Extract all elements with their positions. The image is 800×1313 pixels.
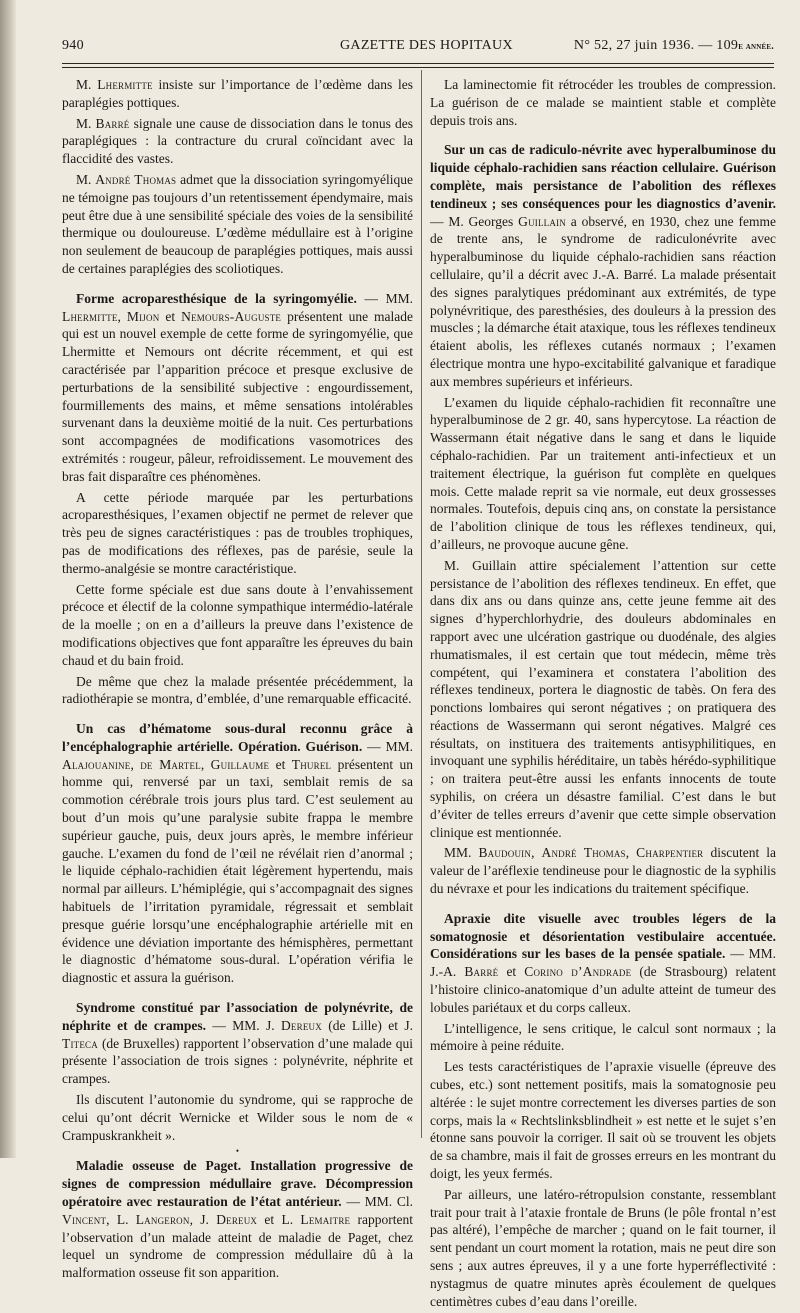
body-text: rapportent l’observation d’un malade atteint de maladie de Paget, chez lequel un syndrome de compression médullaire dû à la malformation osseuse fit son apparition.: [62, 1211, 413, 1281]
paragraph: [62, 1091, 413, 1144]
body-text: — MM. Cl.: [341, 1194, 413, 1210]
body-text: Par ailleurs, une latéro-rétropulsion constante, ressemblant trait pour trait à l’ataxie frontale de Bruns (le pôle frontal n’est pas altéré), l’empêche de marcher ; quand on le fait tourner, il sent pendant un court moment la rotation, mais ne peut dire son sens ; aux autres épreuves, il y a une forte hyperréflectivité : nystagmus de quatre minutes après écoulement de quelques centimètres cubes d’eau dans l’oreille.: [430, 1186, 776, 1309]
paragraph: [430, 394, 776, 554]
section-paragraph: [430, 910, 776, 1017]
body-text: présentent un homme qui, renversé par un taxi, semblait remis de sa commotion cérébrale trois jours plus tard. C’est seulement au bout d’un mois qu’une paralysie subite frappa le membre supérieur gauche, puis, deux jours après, le membre inférieur gauche. L’examen du fond de l’œil ne révélait rien d’anormal ; le liquide céphalo-rachidien était légèrement hypertendu, mais normal par ailleurs. L’hémiplégie, qui s’accompagnait des signes habituels de l’irritation pyramidale, régressait et semblait presque guérie lorsqu’une encéphalographie artérielle mit en évidence une déviation importante des hémisphères, permettant le diagnostic d’hématome sous-dural. L’opération vérifia le diagnostic et assura la guérison.: [62, 756, 413, 986]
body-text: et: [269, 756, 292, 772]
body-text: et: [159, 308, 182, 324]
section-bullet: •: [235, 1146, 240, 1157]
author-name: Barré: [464, 964, 499, 980]
body-text: (de Lille) et J.: [321, 1017, 413, 1033]
body-text: M.: [76, 115, 96, 131]
body-text: L’examen du liquide céphalo-rachidien fit reconnaître une hyperalbuminose de 2 gr. 40, sans hypercytose. La réaction de Wassermann était négative dans le sang et dans le liquide céphalo-rachidien. Par un traitement anti-infectieux et un traitement électrique, la guérison fut complète en quelques mois. Cette malade reprit sa vie normale, eut deux grossesses normales. Toutefois, depuis cinq ans, on constate la persistance de l’abolition clinique de tous les réflexes tendineux, qui, d’ailleurs, ne provoque aucune gêne.: [430, 394, 776, 552]
body-text: signale une cause de dissociation dans le tonus des paraplégiques : la contracture du crural coïncidant avec la flaccidité des vastes.: [62, 115, 414, 167]
body-text: De même que chez la malade présentée précédemment, la radiothérapie se montra, d’emblée, d’une remarquable efficacité.: [62, 673, 413, 707]
body-text: , L.: [106, 1211, 136, 1227]
paragraph: [430, 557, 776, 842]
running-header: [62, 38, 774, 58]
body-text: ,: [130, 756, 141, 772]
section-title: Forme acroparesthésique de la syringomyélie.: [76, 290, 357, 306]
body-text: A cette période marquée par les perturbations acroparesthésiques, l’examen objectif ne permet de relever que très peu de signes caractéristiques : pas de troubles trophiques, pas de modifications des réflexes, pas de parésie, seule la thermo-analgésie se montre caractéristique.: [62, 489, 413, 576]
body-text: Les tests caractéristiques de l’apraxie visuelle (épreuve des cubes, etc.) sont nettement positifs, mais la somatognosie peu altérée : le sujet montre correctement les diverses parties de son corps, mais la « Rechtslinksblindheit » est nette et le sujet s’en étonne sans pouvoir la corriger. Il sait où se trouvent les objets de sa chambre, mais il fait de grosses erreurs en les montrant du doigt, les yeux fermés.: [430, 1059, 776, 1182]
author-name: Baudouin: [478, 845, 532, 861]
section-title: Un cas d’hématome sous-dural reconnu grâce à l’encéphalographie artérielle. Opération. Guérison.: [62, 721, 413, 754]
author-name: André Thomas: [541, 845, 626, 861]
body-text: ,: [531, 845, 542, 861]
section-paragraph: [62, 290, 413, 486]
body-text: insiste sur l’importance de l’œdème dans les paraplégies pottiques.: [62, 77, 413, 110]
section-title: Sur un cas de radiculo-névrite avec hyperalbuminose du liquide céphalo-rachidien sans réaction cellulaire. Guérison complète, mais persistance de l’abolition des réflexes tendineux ; ses conséquences pour les diagnostics d’avenir.: [430, 142, 776, 211]
author-name: Titeca: [62, 1035, 98, 1051]
author-name: André Thomas: [95, 171, 177, 187]
author-name: Alajouanine: [62, 756, 131, 772]
journal-title: GAZETTE DES HOPITAUX: [340, 38, 513, 53]
body-text: M.: [76, 171, 96, 187]
author-name: Barré: [95, 115, 130, 131]
left-column: [62, 76, 413, 1285]
author-name: Lhermitte: [62, 308, 118, 324]
body-text: (de Bruxelles) rapportent l’observation d’une malade qui présente l’association de trois signes : polynévrite, néphrite et crampes.: [62, 1035, 413, 1087]
body-text: — MM. J.: [205, 1017, 281, 1033]
author-name: Lhermitte: [97, 77, 153, 92]
body-text: discutent la valeur de l’aréflexie tendineuse pour le diagnostic de la syphilis du névraxe et pour les indications du traitement spécifique.: [430, 845, 776, 897]
author-name: Guillain: [518, 213, 566, 229]
column-divider: [421, 70, 422, 1138]
paragraph: [430, 1020, 776, 1056]
body-text: , J.: [189, 1211, 217, 1227]
author-name: Thurel: [291, 756, 332, 772]
body-text: — MM. J.-A.: [430, 946, 776, 980]
paragraph: [62, 76, 413, 112]
header-rule-top: [62, 63, 774, 64]
body-text: admet que la dissociation syringomyélique ne témoigne pas toujours d’un retentissement épendymaire, mais peut être due à une sensibilité spéciale des voies de la sensibilité thermique ou douloureuse. L’œdème médullaire est à l’origine non seulement de beaucoup de paraplégies pottiques, mais aussi de certaines paraplégies des scoliotiques.: [62, 171, 413, 276]
author-name: Lemaitre: [300, 1211, 351, 1227]
body-text: Cette forme spéciale est due sans doute à l’envahissement précoce et électif de la colonne sympathique intermédio-latérale de la moelle ; on en a d’ailleurs la preuve dans l’existence de modifications objectives que font apparaître les épreuves du bain chaud et du bain froid.: [62, 581, 413, 668]
paragraph: [62, 171, 413, 278]
binding-edge: [0, 0, 16, 1158]
paragraph: [62, 489, 413, 578]
paragraph: [430, 1186, 776, 1311]
author-name: Dereux: [216, 1211, 258, 1227]
author-name: Charpentier: [636, 845, 704, 861]
page-number: 940: [62, 38, 84, 53]
author-name: Langeron: [135, 1211, 190, 1227]
author-name: de Martel: [140, 756, 201, 772]
author-name: Nemours-Auguste: [181, 308, 282, 324]
section-paragraph: [430, 141, 776, 390]
body-text: — MM.: [362, 738, 413, 754]
section-title: Maladie osseuse de Paget. Installation progressive de signes de compression médullaire grave. Décompression opératoire avec restauration de l’état antérieur.: [62, 1158, 413, 1210]
body-text: ,: [117, 308, 127, 324]
section-title: Syndrome constitué par l’association de polynévrite, de néphrite et de crampes.: [62, 1000, 413, 1033]
paragraph: [62, 673, 413, 709]
section-title: Apraxie dite visuelle avec troubles légers de la somatognosie et désorientation vestibulaire accentuée. Considérations sur les bases de la pensée spatiale.: [430, 910, 776, 962]
paragraph: [430, 76, 776, 129]
header-rule-bottom: [62, 67, 774, 68]
author-name: Corino d’Andrade: [524, 964, 632, 980]
body-text: — MM.: [356, 290, 413, 306]
author-name: Mijon: [126, 308, 160, 324]
body-text: La laminectomie fit rétrocéder les troubles de compression. La guérison de ce malade se maintient stable et complète depuis trois ans.: [430, 77, 776, 128]
paragraph: [430, 844, 776, 897]
body-text: et L.: [257, 1211, 301, 1227]
paragraph: [62, 115, 413, 168]
author-name: Guillaume: [210, 756, 270, 772]
body-text: a observé, en 1930, chez une femme de trente ans, le syndrome de radiculonévrite avec hyperalbuminose du liquide céphalo-rachidien sans réaction cellulaire, qu’il a décrit avec J.-A. Barré. La malade présentait des signes paralytiques prédominant aux extrémités, de type polynévritique, des paresthésies, des douleurs à la pression des muscles ; la démarche était ataxique, tous les réflexes tendineux étaient abolis, les réflexes cutanés normaux ; l’examen électrique montra une hypo-excitabilité galvanique et faradique aux membres supérieurs et inférieurs.: [430, 213, 776, 389]
body-text: présentent une malade qui est un nouvel exemple de cette forme de syringomyélie, que Lhermitte et Nemours ont décrite récemment, et qui est caractérisée par l’apparition précoce et presque exclusive de perturbations de la sensibilité subjective : engourdissement, fourmillements des mains, et même sensations intolérables survenant dans la deuxième moitié de la nuit. Ces perturbations sont accompagnées de modifications vasomotrices des extrémités : rougeur, pâleur, refroidissement. Le mouvement des bras fait disparaître ces phénomènes.: [62, 308, 414, 484]
body-text: Ils discutent l’autonomie du syndrome, qui se rapproche de celui qu’ont décrit Wernicke et Wilder sous le nom de « Crampuskrankheit ».: [62, 1092, 413, 1143]
section-paragraph: [62, 999, 413, 1088]
issue-info: [574, 38, 774, 54]
section-paragraph: [62, 720, 413, 987]
issue-date: N° 52, 27 juin 1936. — 109: [573, 38, 739, 53]
section-paragraph: [62, 1157, 413, 1282]
body-text: M.: [76, 77, 98, 92]
author-name: Vincent: [62, 1211, 107, 1227]
body-text: (de Strasbourg) relatent l’histoire clinico-anatomique d’un adulte atteint de tumeur des lobules pariétaux et du corps calleux.: [430, 964, 776, 1015]
body-text: L’intelligence, le sens critique, le calcul sont normaux ; la mémoire à peine réduite.: [430, 1020, 776, 1054]
body-text: — M. Georges: [430, 213, 519, 229]
body-text: M. Guillain attire spécialement l’attention sur cette persistance de l’abolition des réflexes tendineux. En effet, que dans dix ans ou dans quinze ans, cette jeune femme ait des signes d’hyperchlorhydrie, des douleurs abdominales en rapport avec une ulcération gastrique ou duodénale, des algies rhumatismales, il est certain que tout médecin, même très compétent, qui l’examinera et constatera l’abolition des réflexes tendineux, portera le diagnostic de tabès. On fera des ponctions lombaires qui seront négatives ; on pratiquera des réactions de Wassermann qui seront négatives. Malgré ces résultats, on instituera des traitements antisyphilitiques, en invoquant une syphilis héréditaire, un tabès hérédo-syphilitique ; on traitera peut-être aussi les enfants innocents de toute syphilis, on créera un désastre familial. C’est dans le but d’éviter de telles erreurs d’avenir que cette simple observation clinique est mentionnée.: [430, 557, 776, 840]
right-column: [430, 76, 776, 1313]
body-text: et: [498, 964, 525, 980]
body-text: ,: [625, 845, 637, 861]
paragraph: [430, 1058, 776, 1183]
issue-suffix: e année.: [738, 41, 774, 52]
paragraph: [62, 581, 413, 670]
body-text: MM.: [444, 845, 479, 861]
body-text: ,: [200, 756, 211, 772]
author-name: Dereux: [280, 1017, 322, 1033]
